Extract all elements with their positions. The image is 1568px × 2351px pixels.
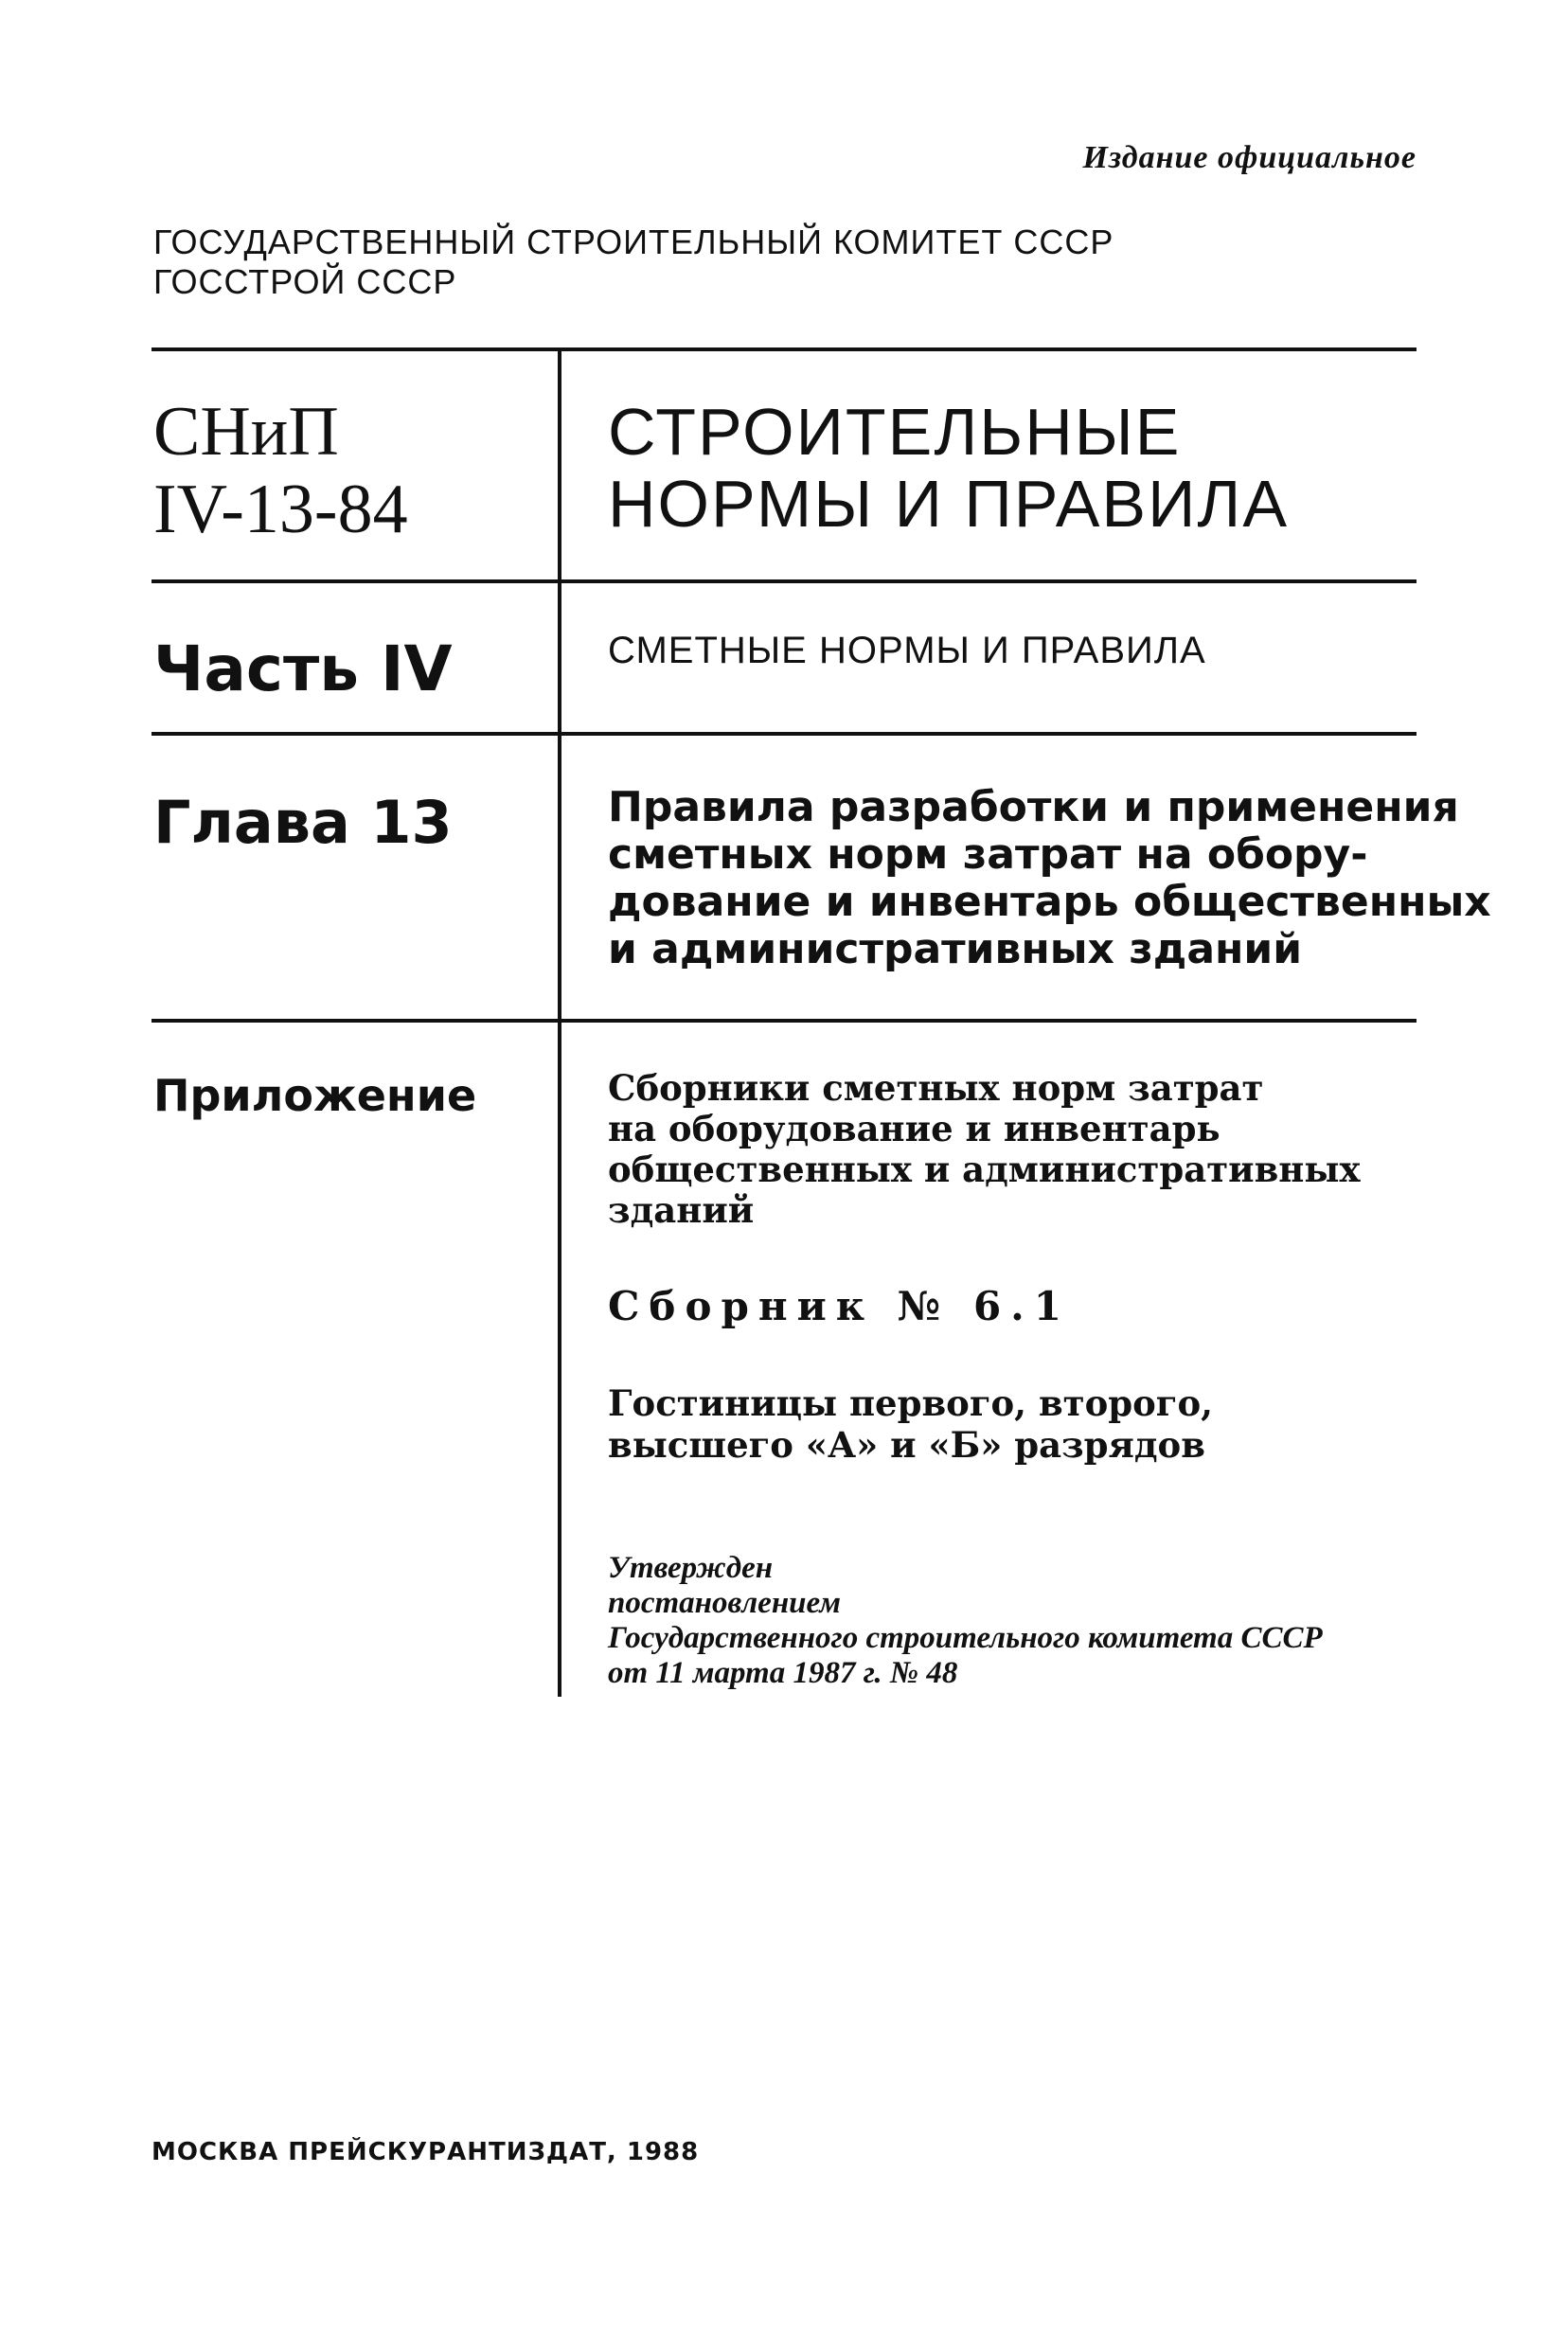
divider-top [151, 347, 1417, 351]
approval-line: Государственного строительного комитета СССР [608, 1621, 1323, 1655]
document-code-line-2: IV-13-84 [153, 471, 408, 548]
main-title-line-1: СТРОИТЕЛЬНЫЕ [608, 395, 1182, 469]
collection-title [608, 1382, 1422, 1466]
document-code [153, 393, 408, 548]
chapter-title-line: и административных зданий [608, 925, 1303, 973]
approval-line: постановлением [608, 1586, 841, 1620]
organization-header [153, 223, 1114, 302]
edition-label: Издание официальное [1082, 140, 1417, 175]
appendix-title-line: зданий [608, 1189, 755, 1231]
appendix-title-line: на оборудование и инвентарь [608, 1108, 1221, 1149]
appendix-title-line: Сборники сметных норм затрат [608, 1067, 1264, 1109]
main-title [608, 396, 1422, 540]
approval-note [608, 1551, 1422, 1691]
collection-title-line: Гостиницы первого, второго, [608, 1382, 1214, 1424]
publisher-imprint: МОСКВА ПРЕЙСКУРАНТИЗДАТ, 1988 [151, 2138, 700, 2166]
chapter-title-line: Правила разработки и применения [608, 783, 1459, 831]
collection-number: Сборник № 6.1 [608, 1283, 1072, 1329]
part-title: СМЕТНЫЕ НОРМЫ И ПРАВИЛА [608, 630, 1206, 671]
collection-title-line: высшего «А» и «Б» разрядов [608, 1424, 1205, 1466]
approval-line: от 11 марта 1987 г. № 48 [608, 1656, 958, 1690]
chapter-label: Глава 13 [153, 788, 453, 857]
main-title-line-2: НОРМЫ И ПРАВИЛА [608, 467, 1290, 541]
approval-line: Утвержден [608, 1551, 774, 1585]
part-label: Часть IV [153, 632, 453, 705]
divider-row-3 [151, 1019, 1417, 1023]
divider-row-1 [151, 579, 1417, 583]
organization-line-1: ГОСУДАРСТВЕННЫЙ СТРОИТЕЛЬНЫЙ КОМИТЕТ СССР [153, 223, 1114, 261]
appendix-label: Приложение [153, 1070, 477, 1121]
appendix-title [608, 1068, 1422, 1231]
appendix-title-line: общественных и административных [608, 1149, 1361, 1190]
divider-row-2 [151, 732, 1417, 736]
column-divider [558, 347, 561, 1697]
chapter-title [608, 783, 1491, 973]
chapter-title-line: дование и инвентарь общественных [608, 878, 1491, 926]
document-code-line-1: СНиП [153, 393, 339, 471]
organization-line-2: ГОССТРОЙ СССР [153, 262, 457, 301]
chapter-title-line: сметных норм затрат на обору- [608, 830, 1368, 879]
